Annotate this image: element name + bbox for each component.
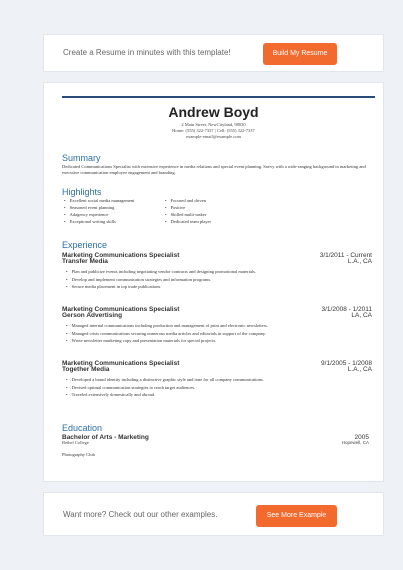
job-title: Marketing Communications Specialist [62,360,180,367]
job-title: Marketing Communications Specialist [62,306,180,313]
job-bullet: • Developed a brand identity including a distinctive graphic style and tone for all company communications. [66,376,366,384]
highlight-item: • Exceptional writing skills [64,218,134,225]
education-school: Bethel College [62,440,89,445]
see-more-button[interactable]: See More Example [256,505,337,527]
experience-heading: Experience [62,240,108,250]
highlights-heading: Highlights [62,187,102,197]
top-banner-text: Create a Resume in minutes with this template! [63,48,231,57]
resume-email: example-email@example.com [186,134,241,139]
job-bullets [66,322,366,345]
job-location: L.A., CA [347,258,372,265]
resume-address: 2 Main Street, NewCityland, 98030 [181,122,246,127]
resume-phones: Home: (555) 322-7337 | Cell: (555) 322-7337 [172,128,255,133]
job-bullet: • Wrote newsletter marketing copy and presentation materials for special projects. [66,337,366,345]
job-bullet: • Managed internal communications including production and management of print and electronic newsletters. [66,322,366,330]
job-bullet: • Traveled extensively domestically and abroad. [66,391,366,399]
job-header [62,306,372,320]
highlight-item: • Excellent social media management [64,197,134,204]
education-extra: Photography Club [62,452,95,457]
job-header [62,252,372,266]
job-company: Together Media [62,366,110,373]
job-bullet: • Plan and publicize events including negotiating vendor contracts and designing promotional materials. [66,268,366,276]
job-bullet: • Secure media placement in top trade publications. [66,283,366,291]
job-bullet: • Develop and implement communication strategies and information programs. [66,276,366,284]
highlight-item: • Seasoned event planning [64,204,134,211]
education-year: 2005 [354,434,369,441]
job-bullet: • Managed crisis communications securing numerous media articles and editorials in support of the company. [66,330,366,338]
job-bullet: • Devised optimal communication strategies to reach target audiences. [66,384,366,392]
highlight-item: • Dedicated team player [165,218,211,225]
resume-document [43,82,384,482]
job-bullets [66,376,366,399]
job-title: Marketing Communications Specialist [62,252,180,259]
summary-heading: Summary [62,153,101,163]
bottom-banner-text: Want more? Check out our other examples. [63,510,218,519]
top-banner [43,34,384,72]
job-header [62,360,372,374]
highlights-right [165,197,211,225]
education-degree: Bachelor of Arts - Marketing [62,434,149,441]
highlight-item: • Focused and driven [165,197,211,204]
education-location: Hopewell, CA [341,440,369,445]
job-dates: 3/1/2011 - Current [319,252,372,259]
highlight-item: • Adagency experience [64,211,134,218]
summary-text: Dedicated Communications Specialist with extensive experience in media relations and special event planning. Savvy with a wide-ranging background in marketing and executive communication employee engagement and branding. [62,164,366,175]
job-location: LA, CA [351,312,372,319]
job-dates: 9/1/2005 - 1/2008 [321,360,372,367]
highlight-item: • Skilled multi-tasker [165,211,211,218]
job-bullets [66,268,366,291]
highlight-item: • Positive [165,204,211,211]
header-rule [62,96,375,98]
job-company: Transfer Media [62,258,108,265]
bottom-banner [43,492,384,536]
education-heading: Education [62,423,103,433]
job-location: L.A., CA [347,366,372,373]
job-dates: 3/1/2008 - 1/2011 [321,306,372,313]
highlights-left [64,197,134,225]
job-company: Gerson Advertising [62,312,123,319]
build-resume-button[interactable]: Build My Resume [263,43,337,65]
resume-name: Andrew Boyd [168,104,259,120]
